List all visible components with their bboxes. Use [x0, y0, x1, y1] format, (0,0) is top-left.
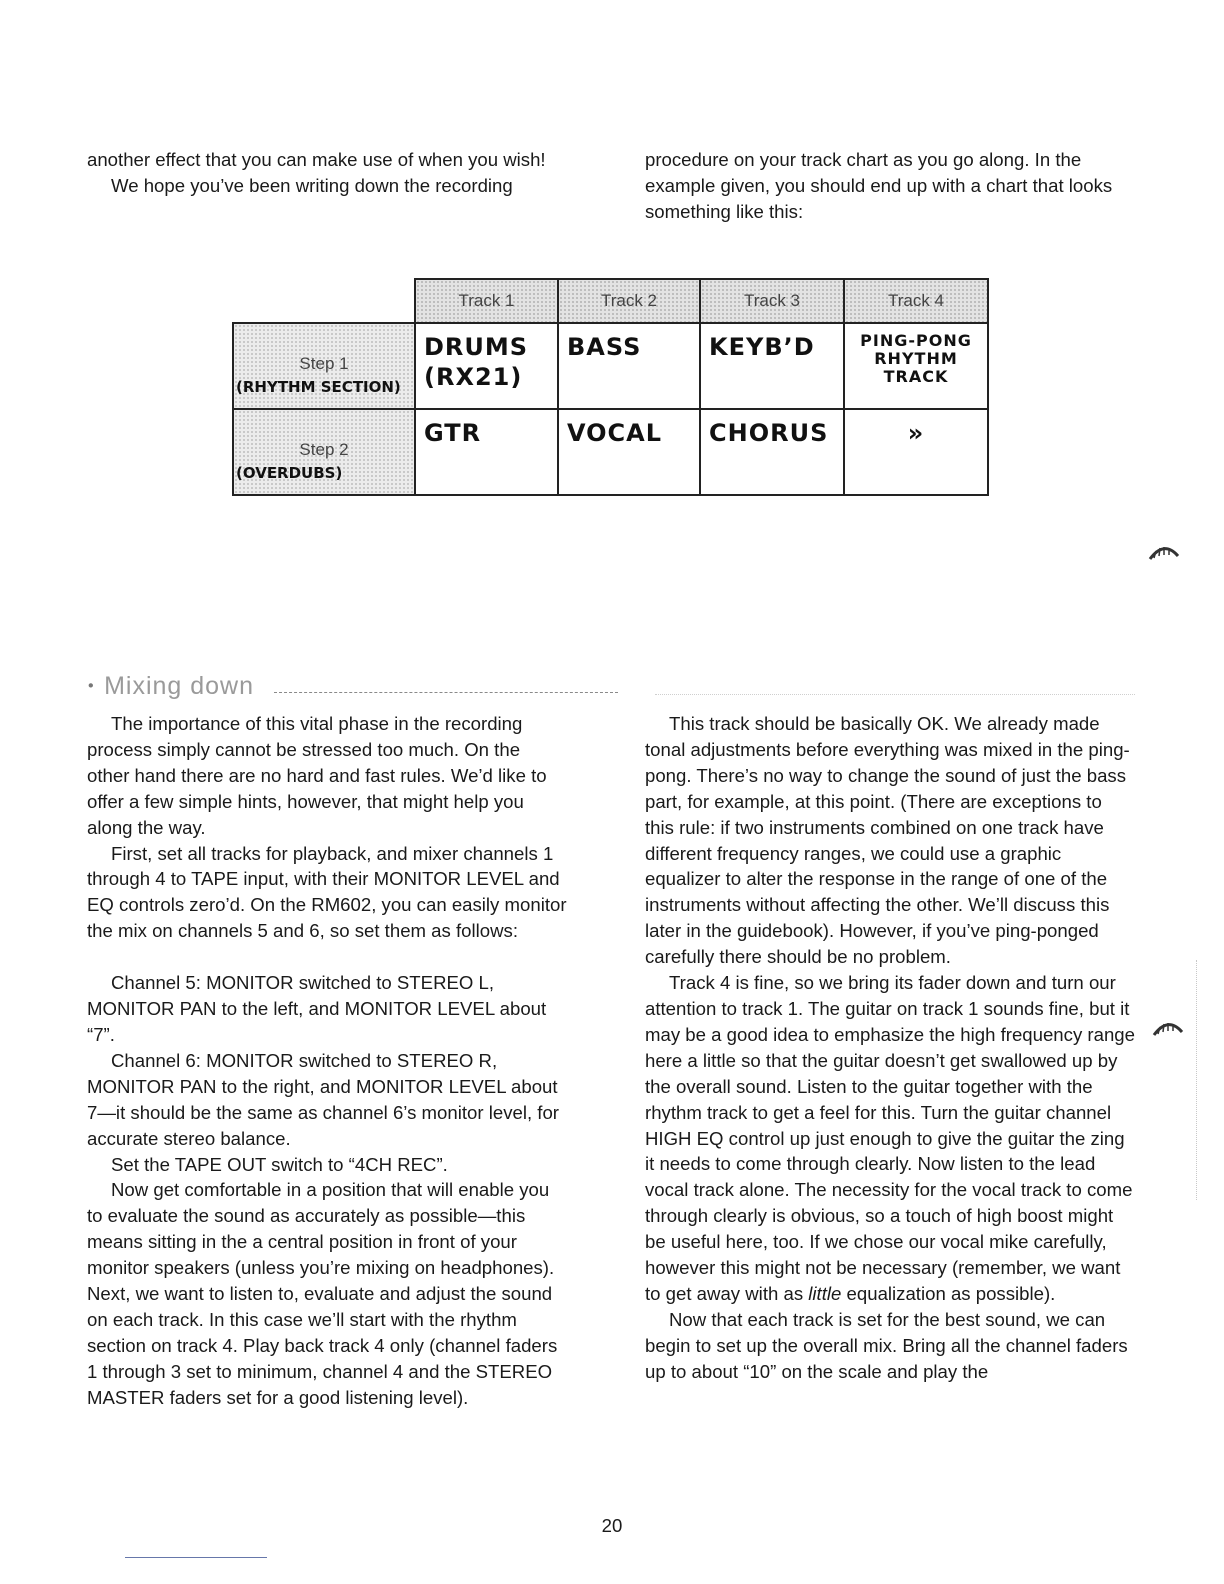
spacer	[87, 944, 567, 970]
section-title: Mixing down	[104, 672, 255, 700]
section-heading	[88, 672, 618, 702]
emphasis: little	[808, 1282, 842, 1304]
top-left-column	[87, 147, 557, 199]
handwritten-entry: (RX21)	[424, 363, 523, 391]
paragraph	[645, 970, 1135, 1307]
paragraph: Now get comfortable in a position that will enable you to evaluate the sound as accurately as possible—this means sitting in the a central position in front of your monitor speakers (unless you’re mixing on headphones). Next, we want to listen to, evaluate and adjust the sound on each track. In this case we’ll start with the rhythm section on track 4. Play back track 4 only (channel faders 1 through 3 set to minimum, channel 4 and the STEREO MASTER faders set for a good listening level).	[87, 1179, 558, 1408]
paragraph: Set the TAPE OUT switch to “4CH REC”.	[111, 1153, 448, 1175]
paragraph: Channel 6: MONITOR switched to STEREO R, MONITOR PAN to the right, and MONITOR LEVEL about 7—it should be the same as channel 6’s monitor level, for accurate stereo balance.	[87, 1049, 559, 1149]
paragraph: Now that each track is set for the best sound, we can begin to set up the overall mix. Bring all the channel faders up to about “10” on the scale and play the	[645, 1308, 1128, 1382]
track-chart	[232, 278, 989, 496]
chart-cell: GTR	[415, 409, 558, 495]
chart-cell: VOCAL	[558, 409, 700, 495]
step-label: Step 2	[299, 440, 349, 459]
chart-cell: PING-PONG RHYTHM TRACK	[844, 323, 988, 409]
text-run: equalization as possible).	[841, 1282, 1056, 1304]
step-cell	[233, 323, 415, 409]
handwritten-entry: DRUMS	[424, 333, 529, 361]
paragraph: First, set all tracks for playback, and mixer channels 1 through 4 to TAPE input, with their MONITOR LEVEL and EQ controls zero’d. On the RM602, you can easily monitor the mix on channels 5 and 6, so set them as follows:	[87, 842, 567, 942]
page-number: 20	[601, 1515, 623, 1536]
track-chart-row	[233, 323, 988, 409]
chart-cell: KEYB’D	[700, 323, 844, 409]
paragraph: We hope you’ve been writing down the recording	[111, 174, 513, 196]
bullet-icon: •	[88, 677, 94, 695]
arch-mark-icon	[1148, 542, 1180, 560]
paragraph: procedure on your track chart as you go along. In the example given, you should end up with a chart that looks something like this:	[645, 149, 1113, 222]
chart-cell: CHORUS	[700, 409, 844, 495]
track-chart-row	[233, 409, 988, 495]
step-cell	[233, 409, 415, 495]
track-header: Track 3	[700, 279, 844, 323]
chart-cell: »	[844, 409, 988, 495]
top-right-column	[645, 147, 1135, 225]
step-handwritten-note: (OVERDUBS)	[236, 464, 343, 482]
heading-rule-faint	[655, 694, 1135, 695]
step-label: Step 1	[299, 354, 349, 373]
right-column	[645, 711, 1135, 1385]
margin-rule	[1196, 960, 1197, 1200]
track-header: Track 4	[844, 279, 988, 323]
track-chart-header-row	[233, 279, 988, 323]
arch-mark-icon	[1152, 1018, 1184, 1036]
track-header: Track 1	[415, 279, 558, 323]
footer-rule	[125, 1557, 267, 1558]
track-header: Track 2	[558, 279, 700, 323]
paragraph: another effect that you can make use of when you wish!	[87, 149, 546, 170]
paragraph: This track should be basically OK. We already made tonal adjustments before everything was mixed in the ping-pong. There’s no way to change the sound of just the bass part, for example, at this point. (There are exceptions to this rule: if two instruments combined on one track have different frequency ranges, we could use a graphic equalizer to alter the response in the range of one of the instruments without affecting the other. We’ll discuss this later in the guidebook). However, if you’ve ping-ponged carefully there should be no problem.	[645, 713, 1130, 968]
paragraph: Channel 5: MONITOR switched to STEREO L, MONITOR PAN to the left, and MONITOR LEVEL about “7”.	[87, 972, 547, 1045]
left-column	[87, 711, 567, 1411]
chart-cell	[415, 323, 558, 409]
heading-rule	[274, 692, 618, 693]
text-run: Track 4 is fine, so we bring its fader down and turn our attention to track 1. The guitar on track 1 sounds fine, but it may be a good idea to emphasize the high frequency range here a little so that the guitar doesn’t get swallowed up by the overall sound. Listen to the guitar together with the rhythm track to get a feel for this. Turn the guitar channel HIGH EQ control up just enough to give the guitar the zing it needs to come through clearly. Now listen to the lead vocal track alone. The necessity for the vocal track to come through clearly is obvious, so a touch of high boost might be useful here, too. If we chose our vocal mike carefully, however this might not be necessary (remember, we want to get away with as	[645, 972, 1135, 1304]
paragraph: The importance of this vital phase in the recording process simply cannot be stressed too much. On the other hand there are no hard and fast rules. We’d like to offer a few simple hints, however, that might help you along the way.	[87, 713, 547, 838]
step-handwritten-note: (RHYTHM SECTION)	[236, 378, 401, 396]
empty-corner	[233, 279, 415, 323]
chart-cell: BASS	[558, 323, 700, 409]
